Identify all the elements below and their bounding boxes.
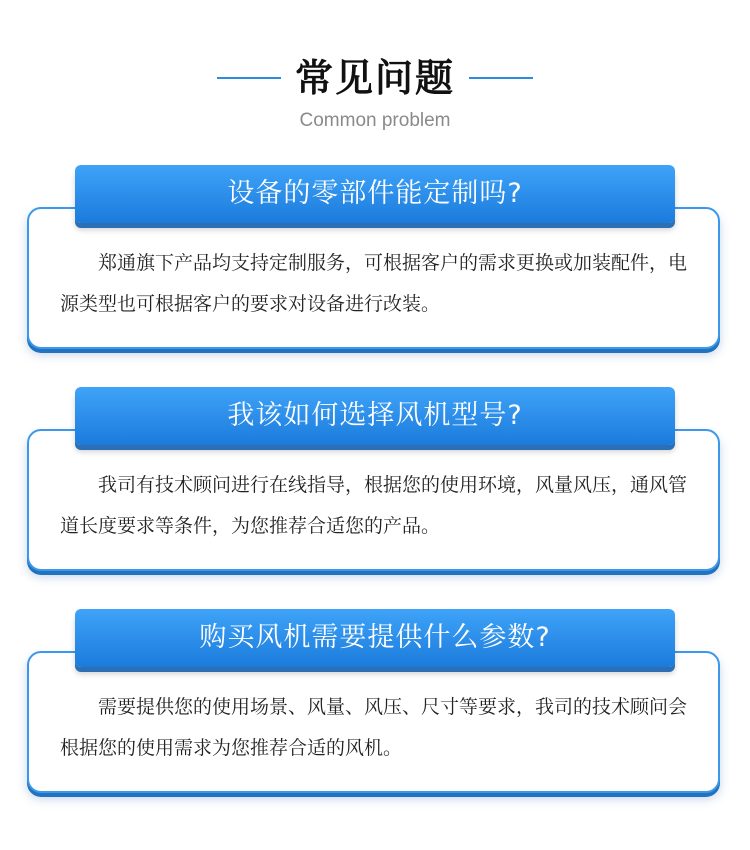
faq-answer-card bbox=[27, 207, 720, 349]
faq-answer-card bbox=[27, 429, 720, 571]
faq-question-tab bbox=[75, 609, 675, 667]
faq-answer: 郑通旗下产品均支持定制服务，可根据客户的需求更换或加装配件，电源类型也可根据客户的要求对设备进行改装。 bbox=[60, 252, 688, 315]
faq-item-customization bbox=[0, 165, 750, 365]
faq-answer: 我司有技术顾问进行在线指导，根据您的使用环境，风量风压，通风管道长度要求等条件，为您推荐合适您的产品。 bbox=[60, 474, 688, 537]
title-right-line bbox=[469, 77, 533, 79]
faq-question: 购买风机需要提供什么参数? bbox=[199, 622, 551, 653]
faq-answer: 需要提供您的使用场景、风量、风压、尺寸等要求，我司的技术顾问会根据您的使用需求为您推荐合适的风机。 bbox=[60, 696, 688, 759]
page-title: 常见问题 bbox=[294, 56, 455, 100]
page-header bbox=[0, 0, 750, 150]
faq-question-tab bbox=[75, 165, 675, 223]
faq-question: 设备的零部件能定制吗? bbox=[227, 178, 523, 209]
title-left-line bbox=[217, 77, 281, 79]
page-subtitle: Common problem bbox=[299, 110, 451, 131]
faq-item-model-selection bbox=[0, 387, 750, 587]
faq-question-tab bbox=[75, 387, 675, 445]
faq-answer-card bbox=[27, 651, 720, 793]
title-row bbox=[0, 50, 750, 106]
faq-question: 我该如何选择风机型号? bbox=[227, 400, 523, 431]
faq-item-purchase-parameters bbox=[0, 609, 750, 809]
